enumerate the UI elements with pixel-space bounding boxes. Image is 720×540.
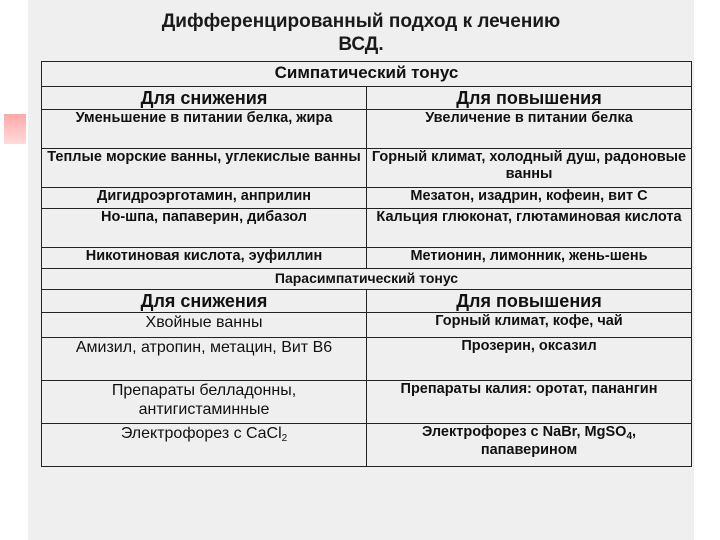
table-row	[42, 338, 692, 381]
table-cell: Уменьшение в питании белка, жира	[42, 110, 367, 149]
page-title	[28, 10, 694, 56]
subscript: 4	[626, 431, 633, 442]
title-line-1: Дифференцированный подход к лечению	[161, 11, 561, 32]
cell-text: Электрофорез с NaBr, MgSO	[421, 424, 627, 440]
section-header-row	[42, 269, 692, 290]
treatment-table	[41, 61, 692, 467]
table-cell	[42, 424, 367, 467]
table-cell: Горный климат, холодный душ, радоновые ванны	[367, 149, 692, 188]
table-row	[42, 424, 692, 467]
column-header-row	[42, 87, 692, 110]
table-cell: Препараты белладонны, антигистаминные	[42, 381, 367, 424]
column-header-row	[42, 290, 692, 313]
table-cell: Дигидроэрготамин, анприлин	[42, 188, 367, 209]
table-row	[42, 149, 692, 188]
cell-text: папаверином	[480, 442, 578, 458]
cell-text: Электрофорез с CaCl	[120, 425, 282, 442]
table-cell: Горный климат, кофе, чай	[367, 313, 692, 338]
table-row	[42, 381, 692, 424]
table-cell: Прозерин, оксазил	[367, 338, 692, 381]
table-cell: Электрофорез с NaBr, MgSO$_4$, папаверином	[367, 424, 692, 467]
table-cell: Амизил, атропин, метацин, Вит В6	[42, 338, 367, 381]
parasympathetic-header: Парасимпатический тонус	[42, 269, 692, 290]
title-line-2: ВСД.	[338, 34, 384, 55]
col-decrease-header: Для снижения	[42, 87, 367, 110]
table-cell: Препараты калия: оротат, панангин	[367, 381, 692, 424]
table-cell: Метионин, лимонник, жень-шень	[367, 248, 692, 269]
table-cell: Но-шпа, папаверин, дибазол	[42, 209, 367, 248]
table-cell: Увеличение в питании белка	[367, 110, 692, 149]
sympathetic-header: Симпатический тонус	[42, 62, 692, 87]
table-row	[42, 188, 692, 209]
table-cell: Мезатон, изадрин, кофеин, вит С	[367, 188, 692, 209]
table-row	[42, 209, 692, 248]
col-increase-header: Для повышения	[367, 87, 692, 110]
table-cell: Кальция глюконат, глютаминовая кислота	[367, 209, 692, 248]
col-increase-header: Для повышения	[367, 290, 692, 313]
table-cell: Никотиновая кислота, эуфиллин	[42, 248, 367, 269]
section-header-row	[42, 62, 692, 87]
table-row	[42, 313, 692, 338]
table-cell: Хвойные ванны	[42, 313, 367, 338]
red-mark-decoration	[4, 114, 26, 144]
subscript: 2	[281, 433, 288, 444]
col-decrease-header: Для снижения	[42, 290, 367, 313]
table-cell: Теплые морские ванны, углекислые ванны	[42, 149, 367, 188]
table-row	[42, 248, 692, 269]
table-row	[42, 110, 692, 149]
